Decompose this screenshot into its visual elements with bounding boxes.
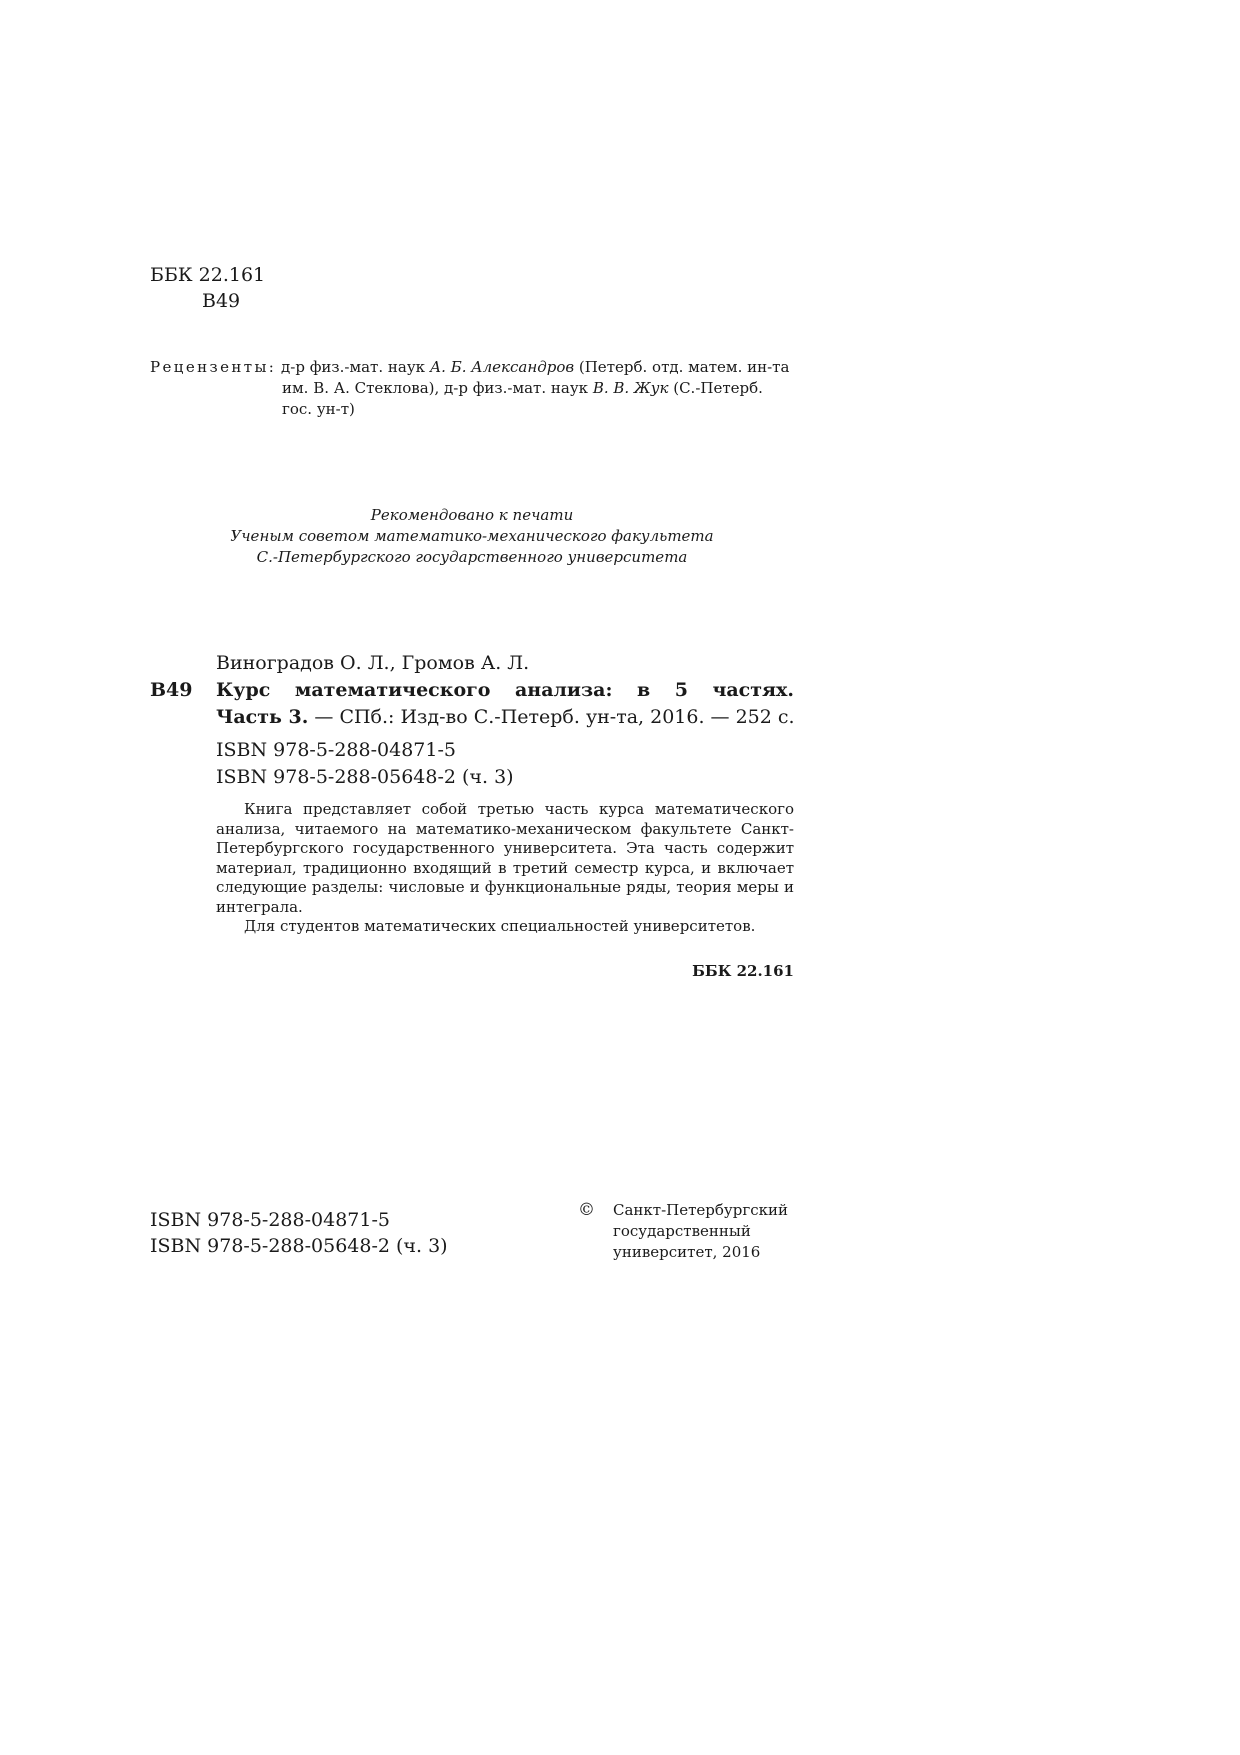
reviewers-line-3: гос. ун-т) <box>282 400 355 418</box>
bibliographic-record <box>150 650 794 791</box>
bbk-code-bottom: ББК 22.161 <box>692 962 794 980</box>
isbn-volume: ISBN 978-5-288-05648-2 (ч. 3) <box>216 766 514 788</box>
reviewer-name: А. Б. Александров <box>429 358 575 376</box>
copyright-holder-line: государственный <box>613 1222 751 1240</box>
bbk-classification <box>150 262 265 314</box>
title-row <box>150 677 794 704</box>
imprint: — СПб.: Изд-во С.-Петерб. ун-та, 2016. — 252 с. <box>308 706 795 728</box>
copyright-holder-line: университет, 2016 <box>613 1243 761 1261</box>
part-label: Часть 3. <box>216 706 309 728</box>
recommendation-line: Рекомендовано к печати <box>370 506 574 524</box>
copyright-holder-line: Санкт-Петербургский <box>613 1201 788 1219</box>
recommendation-line: Ученым советом математико-механического факультета <box>230 527 714 545</box>
author-sign: В49 <box>202 290 241 312</box>
isbn-volume-bottom: ISBN 978-5-288-05648-2 (ч. 3) <box>150 1235 448 1257</box>
reviewers-block <box>150 357 794 420</box>
reviewer-name: В. В. Жук <box>592 379 669 397</box>
reviewers-line-2 <box>150 378 794 399</box>
reviewers-text: д-р физ.-мат. наук <box>276 358 430 376</box>
bbk-code: ББК 22.161 <box>150 264 266 286</box>
copyright-icon: © <box>578 1200 595 1220</box>
isbn-block <box>150 1207 448 1259</box>
book-title: Курс математического анализа: в 5 частях. <box>216 679 794 701</box>
isbn-series-bottom: ISBN 978-5-288-04871-5 <box>150 1209 390 1231</box>
reviewers-text: (Петерб. отд. матем. ин-та <box>574 358 790 376</box>
recommendation-line: С.-Петербургского государственного университета <box>256 548 688 566</box>
authors: Виноградов О. Л., Громов А. Л. <box>216 652 530 674</box>
annotation-paragraph: Книга представляет собой третью часть курса математического анализа, читаемого на математико-механическом факультете Санкт-Петербургского государственного университета. Эта часть содержит материал, традиционно входящий в третий семестр курса, и включает следующие разделы: числовые и функциональные ряды, теория меры и интеграла. <box>216 800 794 916</box>
reviewers-text: им. В. А. Стеклова), д-р физ.-мат. наук <box>282 379 593 397</box>
imprint-line <box>150 704 794 731</box>
recommendation-block <box>150 505 794 568</box>
isbn-series: ISBN 978-5-288-04871-5 <box>216 739 456 761</box>
reviewers-line-1 <box>150 357 794 378</box>
annotation <box>216 800 794 937</box>
annotation-audience: Для студентов математических специальностей университетов. <box>244 917 756 935</box>
reviewers-label: Рецензенты: <box>150 358 277 376</box>
record-code: В49 <box>150 679 193 701</box>
reviewers-text: (С.-Петерб. <box>668 379 763 397</box>
